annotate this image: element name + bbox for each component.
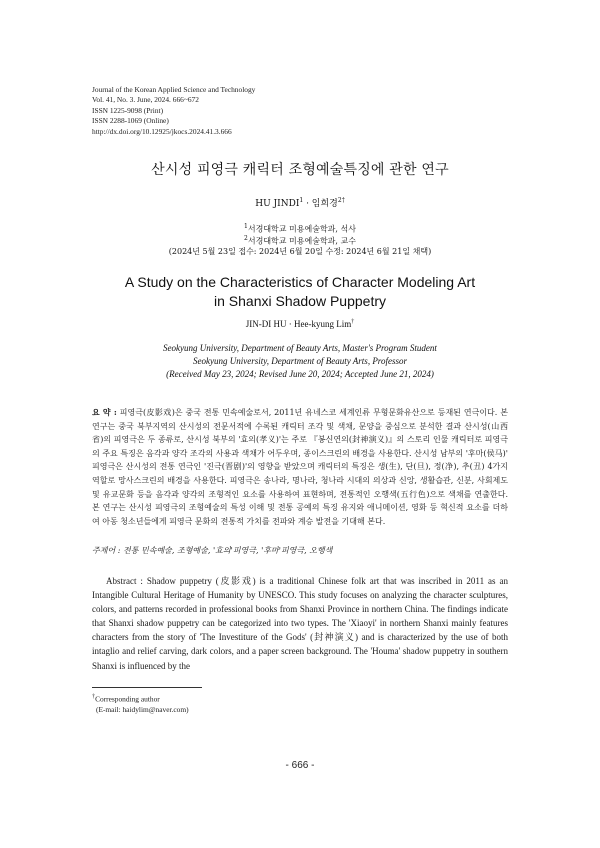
english-affiliation-1: Seokyung University, Department of Beauty Arts, Master's Program Student (163, 343, 437, 353)
affil2-sup: 2 (244, 235, 248, 242)
journal-issn-print: ISSN 1225-9098 (Print) (92, 105, 164, 115)
english-title-line2: in Shanxi Shadow Puppetry (214, 293, 386, 309)
journal-volume: Vol. 41, No. 3. June, 2024. 666~672 (92, 95, 199, 105)
korean-keywords (92, 545, 508, 556)
footnote-marker: † (92, 694, 96, 700)
journal-issn-online: ISSN 2288-1069 (Online) (92, 116, 169, 126)
english-title (60, 273, 540, 311)
affil1-text: 서경대학교 미용예술학과, 석사 (247, 224, 356, 234)
english-authors-sup: † (351, 319, 355, 325)
korean-keywords-text: 전통 민속예술, 조형예술, '효의'피영극, '후마'피영극, 오행색 (122, 546, 333, 555)
english-abstract (92, 574, 508, 673)
footnote-label: Corresponding author (95, 694, 160, 704)
korean-abstract-text: 피영극(皮影戏)은 중국 전통 민속예술로서, 2011년 유네스코 세계인류 무형문화유산으로 등재된 연극이다. 본 연구는 중국 북부지역의 산시성의 전문서적에 수록된 캐릭터 조각 및 색채, 문양을 중심으로 분석한 결과 산시성(山西省)의 피영극은 두 종류로, 산시성 북부의 '효의(孝义)'는 주로 『봉신연의(封神演义)』의 스토리 인물 캐릭터로 피영극의 주요 특징은 음각과 양각 조각의 사용과 색채가 어두우며, 종이스크린의 배경을 사용한다. 산시성 남부의 '후마(侯马)' 피영극은 산시성의 전통 연극인 '진극(晋剧)'의 영향을 받았으며 캐릭터의 특징은 생(生), 단(旦), 정(净), 추(丑) 4가지 역할로 망사스크린의 배경을 사용한다. 피영극은 송나라, 명나라, 청나라 시대의 의상과 신앙, 생활습관, 신분, 사회제도 및 유교문화 등을 음각과 양각의 조형적인 요소를 사용하여 표현하며, 전통적인 오행색(五行色)으로 색채를 연출한다. 본 연구는 산시성 피영극의 조형예술의 특성 이해 및 전통 공예의 특징 유지와 애니메이션, 영화 등 혁신적 요소를 더하여 아동 청소년들에게 피영극 문화의 전통적 가치를 전파와 계승 발전을 기대해 본다. (92, 408, 508, 526)
english-abstract-label: Abstract : (106, 576, 143, 586)
footnote (92, 692, 189, 715)
english-abstract-text: Shadow puppetry (皮影戏) is a traditional Chinese folk art that was inscribed in 2011 as an Intangible Cultural Heritage of Humanity by UNESCO. This study focuses on analyzing the character sculptures, colors, and patterns recorded in professional books from Shanxi Province in northern China. The findings indicate that Shanxi shadow puppetry can be categorized into two types. The 'Xiaoyi' in northern Shanxi mainly features characters from the story of 'The Investiture of the Gods' (封神演义) and is characterized by the use of both intaglio and relief carving, dark colors, and a paper screen background. The 'Houma' shadow puppetry in southern Shanxi is influenced by the (92, 576, 508, 671)
english-received-dates: (Received May 23, 2024; Revised June 20, 2024; Accepted June 21, 2024) (166, 369, 434, 379)
author1-sup: 1 (299, 197, 304, 204)
korean-authors (60, 196, 540, 209)
korean-keywords-label: 주제어 : (92, 546, 121, 555)
author1-name: HU JINDI (255, 199, 300, 209)
korean-abstract-label: 요 약 : (92, 407, 117, 417)
author2-name: 임희경 (311, 199, 338, 209)
korean-title: 산시성 피영극 캐릭터 조형예술특징에 관한 연구 (151, 162, 449, 178)
journal-name: Journal of the Korean Applied Science and Technology (92, 85, 256, 94)
english-authors-names: JIN-DI HU · Hee-kyung Lim (245, 319, 352, 329)
author-separator: · (303, 199, 312, 209)
page-number: - 666 - (285, 760, 315, 771)
journal-doi-link[interactable]: http://dx.doi.org/10.12925/jkocs.2024.41.3.666 (92, 126, 232, 136)
journal-info (92, 85, 255, 137)
footnote-divider (92, 687, 202, 688)
affil2-text: 서경대학교 미용예술학과, 교수 (247, 236, 356, 246)
affil1-sup: 1 (244, 223, 248, 230)
english-authors (60, 319, 540, 329)
korean-abstract (92, 406, 508, 528)
footnote-email[interactable]: (E-mail: haidylim@naver.com) (96, 705, 189, 715)
english-title-line1: A Study on the Characteristics of Character Modeling Art (124, 274, 476, 290)
author2-sup: 2† (337, 197, 345, 204)
footnote-corresponding (92, 692, 189, 704)
korean-received-dates: (2024년 5월 23일 접수: 2024년 6월 20일 수정: 2024년 6월 21일 채택) (168, 247, 432, 256)
english-affiliation-2: Seokyung University, Department of Beauty Arts, Professor (193, 356, 407, 366)
